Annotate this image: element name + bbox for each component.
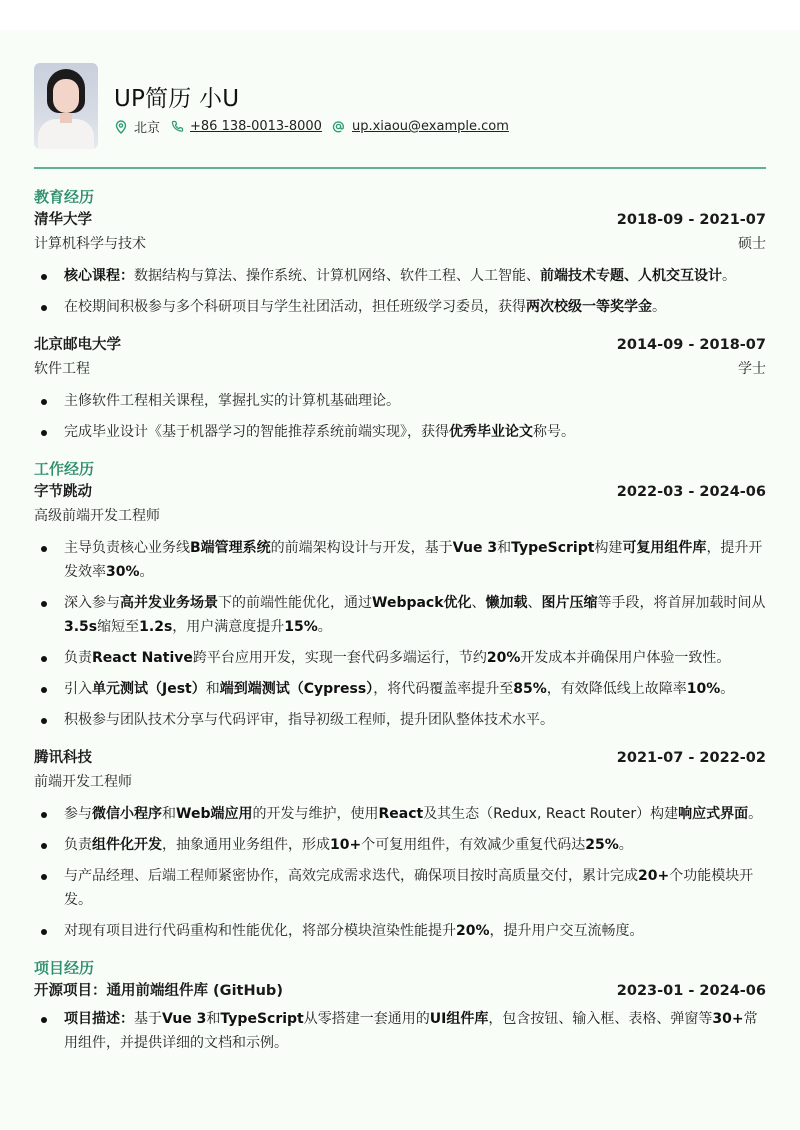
work-item — [34, 480, 766, 732]
bullet-item: 主导负责核心业务线B端管理系统的前端架构设计与开发，基于Vue 3和TypeScript构建可复用组件库，提升开发效率30%。 — [34, 536, 766, 584]
company-name: 字节跳动 — [34, 484, 92, 500]
section-title-education: 教育经历 — [34, 188, 95, 206]
bullet-item: 项目描述：基于Vue 3和TypeScript从零搭建一套通用的UI组件库，包含按钮、输入框、表格、弹窗等30+常用组件，并提供详细的文档和示例。 — [34, 1007, 766, 1055]
bullet-item: 负责组件化开发，抽象通用业务组件，形成10+个可复用组件，有效减少重复代码达25%。 — [34, 833, 766, 857]
projects-section — [34, 957, 766, 1055]
major: 软件工程 — [34, 361, 90, 377]
phone-icon — [170, 120, 184, 134]
bullet-list — [34, 389, 766, 444]
bullet-list — [34, 802, 766, 943]
email-link[interactable]: up.xiaou@example.com — [351, 119, 509, 134]
bullet-item: 核心课程：数据结构与算法、操作系统、计算机网络、软件工程、人工智能、前端技术专题、人机交互设计。 — [34, 264, 766, 288]
bullet-item: 深入参与高并发业务场景下的前端性能优化，通过Webpack优化、懒加载、图片压缩等手段，将首屏加载时间从3.5s缩短至1.2s，用户满意度提升15%。 — [34, 591, 766, 639]
bullet-item: 积极参与团队技术分享与代码评审，指导初级工程师，提升团队整体技术水平。 — [34, 708, 766, 732]
work-section — [34, 458, 766, 943]
project-name: 开源项目：通用前端组件库 (GitHub) — [34, 983, 283, 999]
bullet-list — [34, 536, 766, 732]
at-icon — [332, 120, 346, 134]
bullet-item: 与产品经理、后端工程师紧密协作，高效完成需求迭代，确保项目按时高质量交付，累计完成20+个功能模块开发。 — [34, 864, 766, 912]
bullet-item: 在校期间积极参与多个科研项目与学生社团活动，担任班级学习委员，获得两次校级一等奖学金。 — [34, 295, 766, 319]
contact-info — [114, 117, 519, 136]
bullet-item: 引入单元测试（Jest）和端到端测试（Cypress），将代码覆盖率提升至85%，有效降低线上故障率10%。 — [34, 677, 766, 701]
school-name: 北京邮电大学 — [34, 337, 121, 353]
company-name: 腾讯科技 — [34, 750, 92, 766]
work-item — [34, 746, 766, 943]
bullet-item: 负责React Native跨平台应用开发，实现一套代码多端运行，节约20%开发成本并确保用户体验一致性。 — [34, 646, 766, 670]
date-range: 2021-07 - 2022-02 — [616, 750, 766, 766]
school-name: 清华大学 — [34, 212, 92, 228]
education-item — [34, 333, 766, 444]
bullet-item: 完成毕业设计《基于机器学习的智能推荐系统前端实现》，获得优秀毕业论文称号。 — [34, 420, 766, 444]
bullet-item: 对现有项目进行代码重构和性能优化，将部分模块渲染性能提升20%，提升用户交互流畅度。 — [34, 919, 766, 943]
phone-link[interactable]: +86 138-0013-8000 — [190, 119, 322, 134]
location-item — [114, 117, 160, 136]
degree: 学士 — [738, 361, 766, 377]
date-range: 2022-03 - 2024-06 — [616, 484, 766, 500]
resume-content — [34, 30, 766, 1062]
job-title: 高级前端开发工程师 — [34, 508, 160, 524]
bullet-item: 参与微信小程序和Web端应用的开发与维护，使用React及其生态（Redux, React Router）构建响应式界面。 — [34, 802, 766, 826]
location-text: 北京 — [134, 121, 161, 136]
header-divider — [34, 167, 766, 169]
date-range: 2018-09 - 2021-07 — [616, 212, 766, 228]
section-title-projects: 项目经历 — [34, 959, 95, 977]
date-range: 2023-01 - 2024-06 — [616, 983, 766, 999]
section-title-work: 工作经历 — [34, 460, 95, 478]
date-range: 2014-09 - 2018-07 — [616, 337, 766, 353]
phone-item — [170, 119, 322, 134]
project-item — [34, 979, 766, 1055]
bullet-item: 主修软件工程相关课程，掌握扎实的计算机基础理论。 — [34, 389, 766, 413]
resume-page — [0, 30, 800, 1130]
resume-header — [34, 30, 766, 168]
avatar — [34, 63, 98, 149]
candidate-name: UP简历 小U — [114, 86, 240, 112]
education-section — [34, 186, 766, 444]
bullet-list — [34, 264, 766, 319]
job-title: 前端开发工程师 — [34, 774, 132, 790]
bullet-list — [34, 1007, 766, 1055]
map-pin-icon — [114, 120, 128, 134]
degree: 硕士 — [738, 236, 766, 252]
email-item — [332, 119, 509, 134]
education-item — [34, 208, 766, 319]
major: 计算机科学与技术 — [34, 236, 146, 252]
